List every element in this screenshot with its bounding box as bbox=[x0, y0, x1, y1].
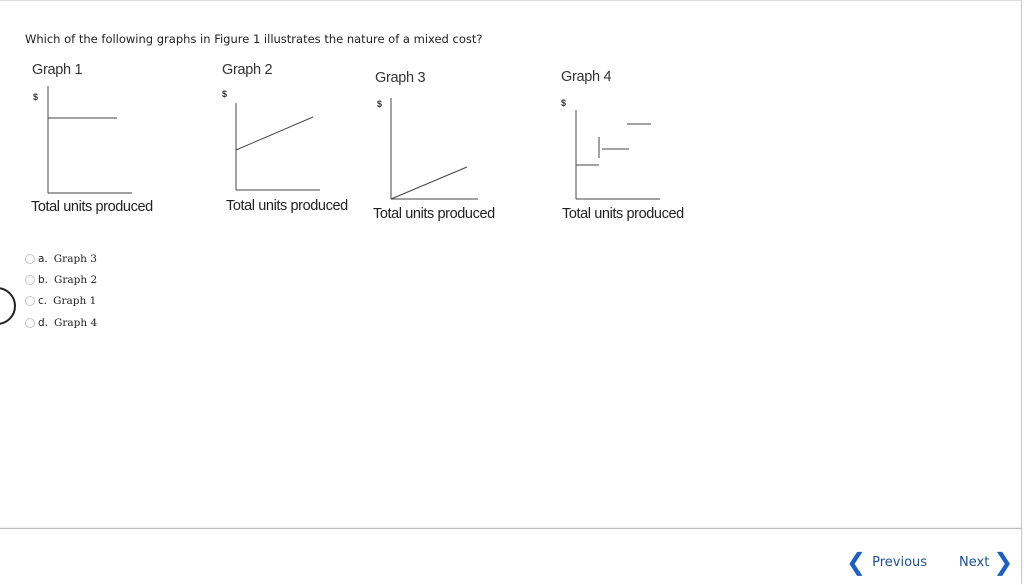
option-a-label: Graph 3 bbox=[53, 252, 97, 265]
option-d-letter: d. bbox=[38, 316, 49, 329]
option-a-letter: a. bbox=[38, 252, 48, 265]
next-label: Next bbox=[959, 554, 990, 570]
graph-2-xlabel: Total units produced bbox=[226, 198, 348, 214]
radio-c[interactable] bbox=[25, 296, 35, 306]
chevron-right-icon: ❯ bbox=[993, 548, 1014, 576]
graph-4-plot bbox=[0, 0, 1, 1]
graph-4-xlabel: Total units produced bbox=[562, 206, 684, 222]
graph-4-dollar: $ bbox=[561, 98, 567, 108]
question-text: Which of the following graphs in Figure 1 illustrates the nature of a mixed cost? bbox=[25, 32, 483, 46]
graph-3-xlabel: Total units produced bbox=[373, 206, 495, 222]
graph-2-dollar: $ bbox=[222, 89, 228, 99]
radio-b[interactable] bbox=[25, 275, 35, 285]
previous-label: Previous bbox=[872, 554, 928, 570]
footer-nav-bar bbox=[0, 528, 1022, 585]
graph-1-dollar: $ bbox=[33, 92, 39, 102]
option-b[interactable] bbox=[25, 269, 97, 290]
graph-1-xlabel: Total units produced bbox=[31, 199, 153, 215]
option-c-letter: c. bbox=[38, 295, 48, 308]
graph-2-title: Graph 2 bbox=[222, 62, 273, 78]
option-c[interactable] bbox=[25, 291, 97, 312]
option-d[interactable] bbox=[25, 312, 97, 333]
option-a[interactable] bbox=[25, 248, 97, 269]
previous-button[interactable] bbox=[846, 550, 927, 574]
answer-options bbox=[25, 248, 97, 333]
graph-3-dollar: $ bbox=[377, 99, 383, 109]
option-b-letter: b. bbox=[38, 273, 49, 286]
radio-d[interactable] bbox=[25, 318, 35, 328]
graph-4-title: Graph 4 bbox=[561, 69, 612, 85]
chevron-left-icon: ❮ bbox=[846, 548, 867, 576]
option-b-label: Graph 2 bbox=[54, 273, 98, 286]
option-d-label: Graph 4 bbox=[54, 316, 98, 329]
radio-a[interactable] bbox=[25, 254, 35, 264]
option-c-label: Graph 1 bbox=[53, 295, 97, 308]
graph-1-title: Graph 1 bbox=[32, 62, 83, 78]
next-button[interactable] bbox=[959, 550, 1013, 574]
graph-3-title: Graph 3 bbox=[375, 70, 426, 86]
